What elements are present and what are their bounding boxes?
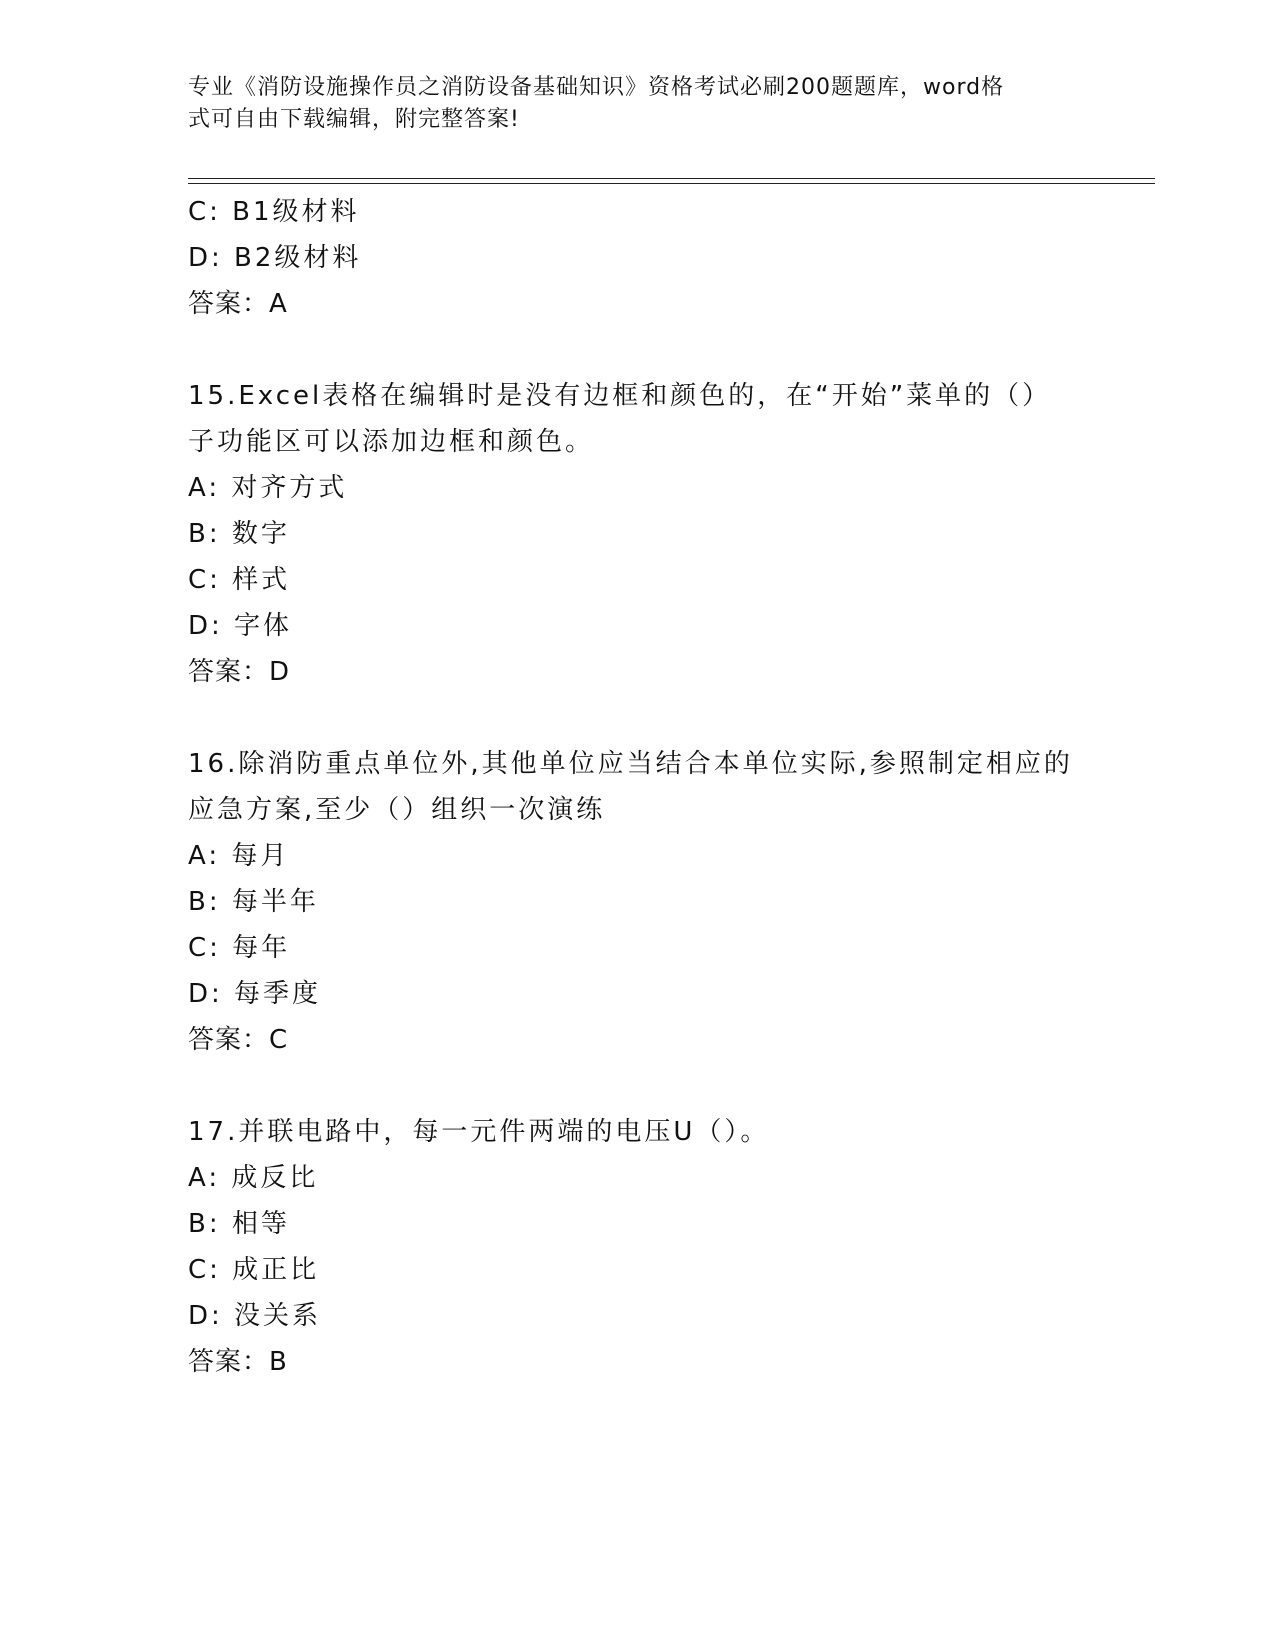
option-a: A: 成反比 xyxy=(188,1163,319,1193)
header-line-1: 专业《消防设施操作员之消防设备基础知识》资格考试必刷200题题库，word格 xyxy=(188,75,1005,100)
header-line-2: 式可自由下载编辑，附完整答案! xyxy=(188,107,520,132)
question-17 xyxy=(188,1109,1088,1385)
option-d: D: 每季度 xyxy=(188,979,322,1009)
answer: 答案：A xyxy=(188,289,288,319)
option-a: A: 每月 xyxy=(188,841,290,871)
option-a: A: 对齐方式 xyxy=(188,473,348,503)
answer: 答案：B xyxy=(188,1347,288,1377)
question-list xyxy=(188,189,1088,1385)
spacer xyxy=(188,1063,1088,1109)
spacer xyxy=(188,695,1088,741)
question-15 xyxy=(188,373,1088,695)
option-d: D: 字体 xyxy=(188,611,293,641)
option-d: D: B2级材料 xyxy=(188,243,362,273)
option-c: C: 样式 xyxy=(188,565,291,595)
option-c: C: 成正比 xyxy=(188,1255,320,1285)
answer: 答案：C xyxy=(188,1025,289,1055)
header-divider-bottom xyxy=(188,183,1155,184)
option-b: B: 数字 xyxy=(188,519,290,549)
document-header xyxy=(188,72,1068,136)
header-divider-top xyxy=(188,178,1155,179)
option-d: D: 没关系 xyxy=(188,1301,322,1331)
option-b: B: 相等 xyxy=(188,1209,290,1239)
question-stem: 17.并联电路中，每一元件两端的电压U（）。 xyxy=(188,1117,770,1147)
option-b: B: 每半年 xyxy=(188,887,319,917)
question-stem: 15.Excel表格在编辑时是没有边框和颜色的，在“开始”菜单的（） xyxy=(188,381,1052,411)
option-c: C: B1级材料 xyxy=(188,197,360,227)
question-16 xyxy=(188,741,1088,1063)
option-c: C: 每年 xyxy=(188,933,291,963)
question-stem: 应急方案,至少（）组织一次演练 xyxy=(188,795,606,825)
question-stem: 子功能区可以添加边框和颜色。 xyxy=(188,427,595,457)
spacer xyxy=(188,327,1088,373)
question-stem: 16.除消防重点单位外,其他单位应当结合本单位实际,参照制定相应的 xyxy=(188,749,1073,779)
answer: 答案：D xyxy=(188,657,291,687)
partial-question xyxy=(188,189,1088,327)
